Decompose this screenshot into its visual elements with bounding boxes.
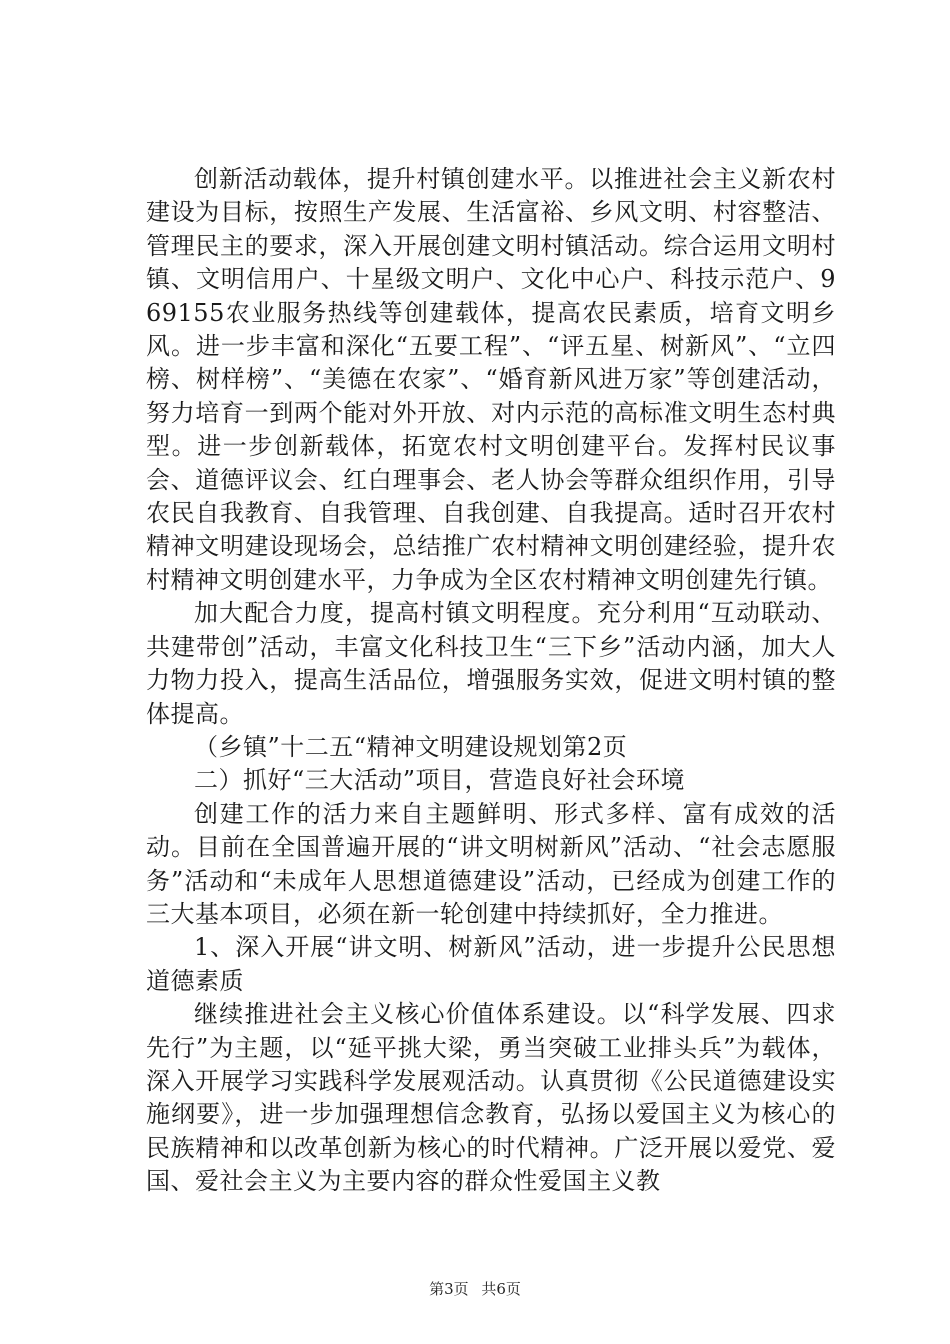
page-reference-line: （乡镇”十二五“精神文明建设规划第2页 <box>194 732 628 761</box>
document-body <box>146 163 836 1199</box>
paragraph-rural-civilization: 创新活动载体，提升村镇创建水平。以推进社会主义新农村建设为目标，按照生产发展、生活富裕、乡风文明、村容整洁、管理民主的要求，深入开展创建文明村镇活动。综合运用文明村镇、文明信用户、十星级文明户、文化中心户、科技示范户、969155农业服务热线等创建载体，提高农民素质，培育文明乡风。进一步丰富和深化“五要工程”、“评五星、树新风”、“立四榜、树样榜”、“美德在农家”、“婚育新风进万家”等创建活动，努力培育一到两个能对外开放、对内示范的高标准文明生态村典型。进一步创新载体，拓宽农村文明创建平台。发挥村民议事会、道德评议会、红白理事会、老人协会等群众组织作用，引导农民自我教育、自我管理、自我创建、自我提高。适时召开农村精神文明建设现场会，总结推广农村精神文明创建经验，提升农村精神文明创建水平，力争成为全区农村精神文明创建先行镇。 <box>146 165 836 594</box>
section-heading-three-activities: 二）抓好“三大活动”项目，营造良好社会环境 <box>194 766 686 795</box>
page-number: 第3页 <box>429 1280 469 1298</box>
paragraph-activity-vitality: 创建工作的活力来自主题鲜明、形式多样、富有成效的活动。目前在全国普遍开展的“讲文明树新风”活动、“社会志愿服务”活动和“未成年人思想道德建设”活动，已经成为创建工作的三大基本项目，必须在新一轮创建中持续抓好，全力推进。 <box>146 799 836 928</box>
page-footer <box>0 1278 950 1299</box>
paragraph-core-values: 继续推进社会主义核心价值体系建设。以“科学发展、四求先行”为主题，以“延平挑大梁，勇当突破工业排头兵”为载体，深入开展学习实践科学发展观活动。认真贯彻《公民道德建设实施纲要》，进一步加强理想信念教育，弘扬以爱国主义为核心的民族精神和以改革创新为核心的时代精神。广泛开展以爱党、爱国、爱社会主义为主要内容的群众性爱国主义教 <box>146 1000 836 1196</box>
paragraph-cooperation: 加大配合力度，提高村镇文明程度。充分利用“互动联动、共建带创”活动，丰富文化科技卫生“三下乡”活动内涵，加大人力物力投入，提高生活品位，增强服务实效，促进文明村镇的整体提高。 <box>146 599 836 728</box>
subheading-civility-campaign: 1、深入开展“讲文明、树新风”活动，进一步提升公民思想道德素质 <box>146 933 836 995</box>
page-total: 共6页 <box>481 1280 521 1298</box>
